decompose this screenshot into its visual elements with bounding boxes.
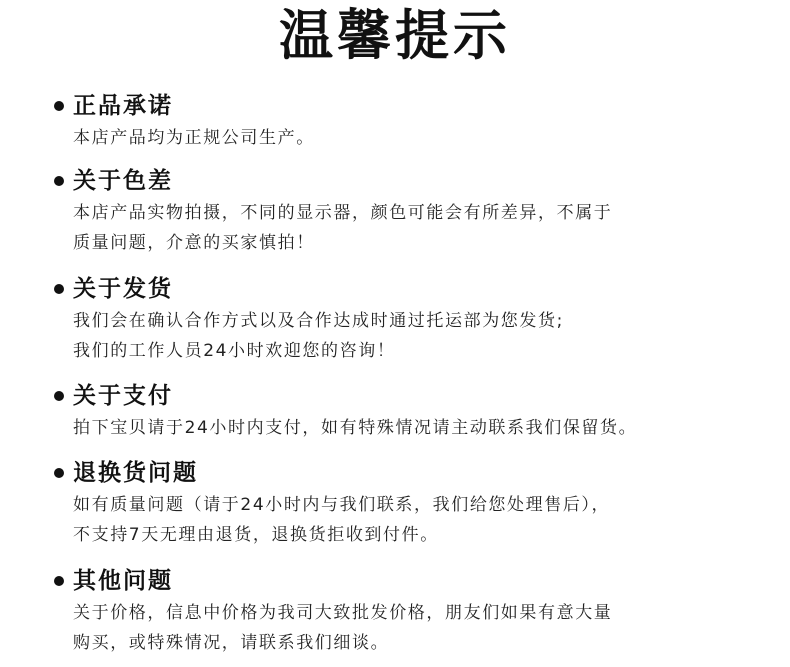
body-line: 关于价格，信息中价格为我司大致批发价格，朋友们如果有意大量 [73, 603, 613, 623]
body-line: 不支持7天无理由退货，退换货拒收到付件。 [73, 525, 439, 545]
body-line: 如有质量问题（请于24小时内与我们联系，我们给您处理售后）， [73, 495, 611, 515]
section-heading [54, 456, 774, 490]
bullet-icon [54, 284, 64, 294]
body-line: 本店产品均为正规公司生产。 [73, 128, 315, 148]
body-line: 本店产品实物拍摄，不同的显示器，颜色可能会有所差异，不属于 [73, 203, 613, 223]
section-heading-text: 关于色差 [73, 168, 173, 194]
section-heading-text: 关于发货 [73, 276, 173, 302]
bullet-icon [54, 576, 64, 586]
section-heading-text: 退换货问题 [73, 460, 198, 486]
bullet-icon [54, 176, 64, 186]
section-body [73, 123, 774, 153]
section-heading [54, 89, 774, 123]
bullet-icon [54, 391, 64, 401]
section-heading [54, 272, 774, 306]
section-shipping [54, 272, 774, 366]
section-body [73, 598, 774, 658]
section-payment [54, 379, 774, 443]
section-heading-text: 正品承诺 [73, 93, 173, 119]
section-color-difference [54, 164, 774, 258]
bullet-icon [54, 101, 64, 111]
page-title: 温馨提示 [279, 4, 511, 67]
body-line: 拍下宝贝请于24小时内支付，如有特殊情况请主动联系我们保留货。 [73, 418, 638, 438]
body-line: 我们会在确认合作方式以及合作达成时通过托运部为您发货; [73, 311, 564, 331]
section-heading-text: 关于支付 [73, 383, 173, 409]
body-line: 我们的工作人员24小时欢迎您的咨询！ [73, 341, 396, 361]
bullet-icon [54, 468, 64, 478]
section-body [73, 198, 774, 258]
section-body [73, 306, 774, 366]
body-line: 质量问题，介意的买家慎拍！ [73, 233, 315, 253]
section-body [73, 490, 774, 550]
section-body [73, 413, 774, 443]
section-other-questions [54, 564, 774, 658]
section-heading [54, 379, 774, 413]
body-line: 购买，或特殊情况，请联系我们细谈。 [73, 633, 390, 653]
section-heading-text: 其他问题 [73, 568, 173, 594]
section-authentic-promise [54, 89, 774, 153]
section-heading [54, 564, 774, 598]
section-returns [54, 456, 774, 550]
section-heading [54, 164, 774, 198]
